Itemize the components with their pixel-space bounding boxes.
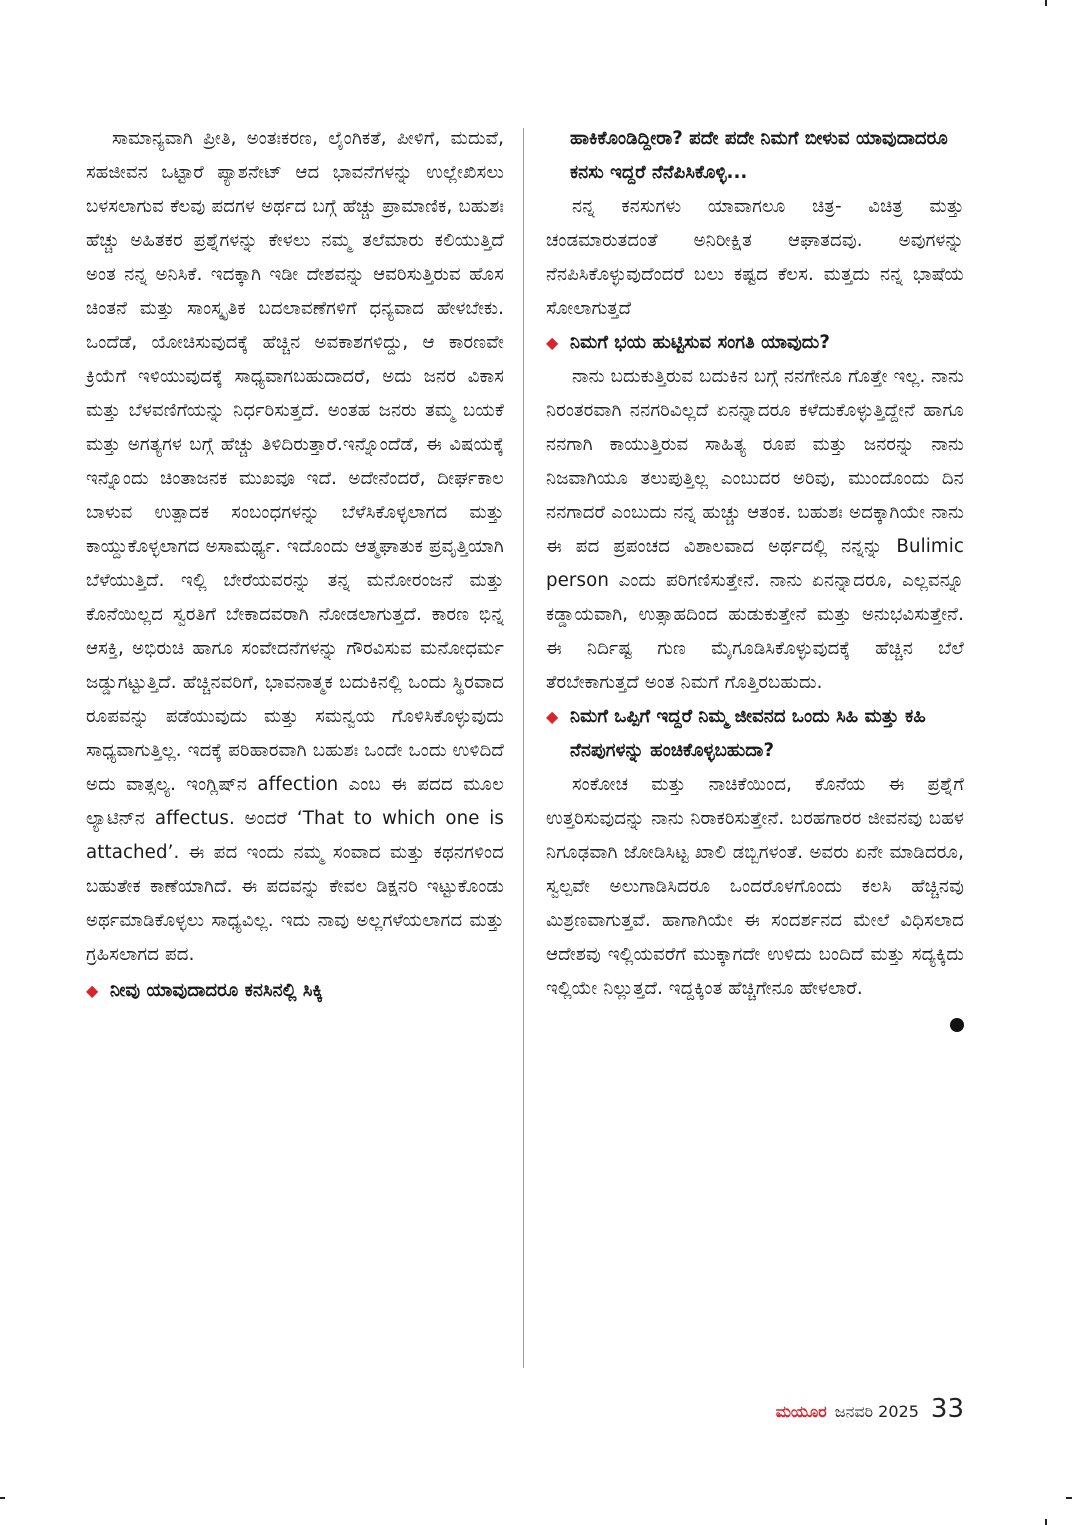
question-heading: ◆ ನಿಮಗೆ ಒಪ್ಪಿಗೆ ಇದ್ದರೆ ನಿಮ್ಮ ಜೀವನದ ಒಂದು ಸಿಹಿ ಮತ್ತು ಕಹಿ ನೆನಪುಗಳನ್ನು ಹಂಚಿಕೊಳ್ಳಬಹುದಾ? [546, 700, 964, 768]
answer-paragraph: ಸಂಕೋಚ ಮತ್ತು ನಾಚಿಕೆಯಿಂದ, ಕೊನೆಯ ಈ ಪ್ರಶ್ನೆಗೆ ಉತ್ತರಿಸುವುದನ್ನು ನಾನು ನಿರಾಕರಿಸುತ್ತೇನೆ. ಬರಹಗಾರರ ಜೀವನವು ಬಹಳ ನಿಗೂಢವಾಗಿ ಜೋಡಿಸಿಟ್ಟ ಖಾಲಿ ಡಬ್ಬಿಗಳಂತೆ. ಅವರು ಏನೇ ಮಾಡಿದರೂ, ಸ್ವಲ್ಪವೇ ಅಲುಗಾಡಿಸಿದರೂ ಒಂದರೊಳಗೊಂದು ಕಲಸಿ ಹೆಚ್ಚಿನವು ಮಿಶ್ರಣವಾಗುತ್ತವೆ. ಹಾಗಾಗಿಯೇ ಈ ಸಂದರ್ಶನದ ಮೇಲೆ ವಿಧಿಸಲಾದ ಆದೇಶವು ಇಲ್ಲಿಯವರೆಗೆ ಮುಕ್ಕಾಗದೇ ಉಳಿದು ಬಂದಿದೆ ಮತ್ತು ಸದ್ಯಕ್ಕಿದು ಇಲ್ಲಿಯೇ ನಿಲ್ಲುತ್ತದೆ. ಇದ್ದಕ್ಕಿಂತ ಹೆಚ್ಚಿಗೇನೂ ಹೇಳಲಾರೆ. [546, 774, 964, 999]
crop-mark-bottom-right [1066, 1497, 1072, 1499]
red-diamond-icon: ◆ [86, 981, 99, 1000]
red-diamond-icon: ◆ [546, 707, 559, 726]
question-heading: ◆ ನೀವು ಯಾವುದಾದರೂ ಕನಸಿನಲ್ಲಿ ಸಿಕ್ಕಿ [86, 974, 504, 1008]
crop-mark-bottom [1045, 1519, 1047, 1525]
crop-mark-left [0, 1497, 5, 1499]
question-heading: ◆ ನಿಮಗೆ ಭಯ ಹುಟ್ಟಿಸುವ ಸಂಗತಿ ಯಾವುದು? [546, 326, 964, 360]
column-divider [523, 128, 524, 1368]
answer-paragraph: ನಾನು ಬದುಕುತ್ತಿರುವ ಬದುಕಿನ ಬಗ್ಗೆ ನನಗೇನೂ ಗೊತ್ತೇ ಇಲ್ಲ. ನಾನು ನಿರಂತರವಾಗಿ ನನಗರಿವಿಲ್ಲದೆ ಏನನ್ನಾದರೂ ಕಳೆದುಕೊಳ್ಳುತ್ತಿದ್ದೇನೆ ಹಾಗೂ ನನಗಾಗಿ ಕಾಯುತ್ತಿರುವ ಸಾಹಿತ್ಯ ರೂಪ ಮತ್ತು ಜನರನ್ನು ನಾನು ನಿಜವಾಗಿಯೂ ತಲುಪುತ್ತಿಲ್ಲ ಎಂಬುದರ ಅರಿವು, ಮುಂದೊಂದು ದಿನ ನನಗಾದರೆ ಎಂಬುದು ನನ್ನ ಹುಚ್ಚು ಆತಂಕ. ಬಹುಶಃ ಅದಕ್ಕಾಗಿಯೇ ನಾನು ಈ ಪದ ಪ್ರಪಂಚದ ವಿಶಾಲವಾದ ಅರ್ಥದಲ್ಲಿ ನನ್ನನ್ನು Bulimic person ಎಂದು ಪರಿಗಣಿಸುತ್ತೇನೆ. ನಾನು ಏನನ್ನಾದರೂ, ಎಲ್ಲವನ್ನೂ ಕಡ್ಡಾಯವಾಗಿ, ಉತ್ಸಾಹದಿಂದ ಹುಡುಕುತ್ತೇನೆ ಮತ್ತು ಅನುಭವಿಸುತ್ತೇನೆ. ಈ ನಿರ್ದಿಷ್ಟ ಗುಣ ಮೈಗೂಡಿಸಿಕೊಳ್ಳುವುದಕ್ಕೆ ಹೆಚ್ಚಿನ ಬೆಲೆ ತೆರಬೇಕಾಗುತ್ತದೆ ಅಂತ ನಿಮಗೆ ಗೊತ್ತಿರಬಹುದು. [546, 366, 964, 693]
answer-paragraph: ನನ್ನ ಕನಸುಗಳು ಯಾವಾಗಲೂ ಚಿತ್ರ- ವಿಚಿತ್ರ ಮತ್ತು ಚಂಡಮಾರುತದಂತೆ ಅನಿರೀಕ್ಷಿತ ಆಘಾತದವು. ಅವುಗಳನ್ನು ನೆನಪಿಸಿಕೊಳ್ಳುವುದೆಂದರೆ ಬಲು ಕಷ್ಟದ ಕೆಲಸ. ಮತ್ತದು ನನ್ನ ಭಾಷೆಯ ಸೋಲಾಗುತ್ತದೆ [546, 196, 964, 319]
body-paragraph: ಸಾಮಾನ್ಯವಾಗಿ ಪ್ರೀತಿ, ಅಂತಃಕರಣ, ಲೈಂಗಿಕತೆ, ಪೀಳಿಗೆ, ಮದುವೆ, ಸಹಜೀವನ ಒಟ್ಟಾರೆ ಪ್ಯಾಶನೇಟ್ ಆದ ಭಾವನೆಗಳನ್ನು ಉಲ್ಲೇಖಿಸಲು ಬಳಸಲಾಗುವ ಕೆಲವು ಪದಗಳ ಅರ್ಥದ ಬಗ್ಗೆ ಹೆಚ್ಚು ಪ್ರಾಮಾಣಿಕ, ಬಹುಶಃ ಹೆಚ್ಚು ಅಹಿತಕರ ಪ್ರಶ್ನೆಗಳನ್ನು ಕೇಳಲು ನಮ್ಮ ತಲೆಮಾರು ಕಲಿಯುತ್ತಿದೆ ಅಂತ ನನ್ನ ಅನಿಸಿಕೆ. ಇದಕ್ಕಾಗಿ ಇಡೀ ದೇಶವನ್ನು ಆವರಿಸುತ್ತಿರುವ ಹೊಸ ಚಿಂತನೆ ಮತ್ತು ಸಾಂಸ್ಕೃತಿಕ ಬದಲಾವಣೆಗಳಿಗೆ ಧನ್ಯವಾದ ಹೇಳಬೇಕು. ಒಂದೆಡೆ, ಯೋಚಿಸುವುದಕ್ಕೆ ಹೆಚ್ಚಿನ ಅವಕಾಶಗಳಿದ್ದು, ಆ ಕಾರಣವೇ ಕ್ರಿಯೆಗೆ ಇಳಿಯುವುದಕ್ಕೆ ಸಾಧ್ಯವಾಗಬಹುದಾದರೆ, ಅದು ಜನರ ವಿಕಾಸ ಮತ್ತು ಬೆಳವಣಿಗೆಯನ್ನು ನಿರ್ಧರಿಸುತ್ತದೆ. ಅಂತಹ ಜನರು ತಮ್ಮ ಬಯಕೆ ಮತ್ತು ಅಗತ್ಯಗಳ ಬಗ್ಗೆ ಹೆಚ್ಚು ತಿಳಿದಿರುತ್ತಾರೆ.ಇನ್ನೊಂದೆಡೆ, ಈ ವಿಷಯಕ್ಕೆ ಇನ್ನೊಂದು ಚಿಂತಾಜನಕ ಮುಖವೂ ಇದೆ. ಅದೇನೆಂದರೆ, ದೀರ್ಘಕಾಲ ಬಾಳುವ ಉತ್ಪಾದಕ ಸಂಬಂಧಗಳನ್ನು ಬೆಳೆಸಿಕೊಳ್ಳಲಾಗದ ಮತ್ತು ಕಾಯ್ದುಕೊಳ್ಳಲಾಗದ ಅಸಾಮರ್ಥ್ಯ. ಇದೊಂದು ಆತ್ಮಘಾತುಕ ಪ್ರವೃತ್ತಿಯಾಗಿ ಬೆಳೆಯುತ್ತಿದೆ. ಇಲ್ಲಿ ಬೇರೆಯವರನ್ನು ತನ್ನ ಮನೋರಂಜನೆ ಮತ್ತು ಕೊನೆಯಿಲ್ಲದ ಸ್ವರತಿಗೆ ಬೇಕಾದವರಾಗಿ ನೋಡಲಾಗುತ್ತದೆ. ಕಾರಣ ಭಿನ್ನ ಆಸಕ್ತಿ, ಅಭಿರುಚಿ ಹಾಗೂ ಸಂವೇದನೆಗಳನ್ನು ಗೌರವಿಸುವ ಮನೋಧರ್ಮ ಜಡ್ಡುಗಟ್ಟುತ್ತಿದೆ. ಹೆಚ್ಚಿನವರಿಗೆ, ಭಾವನಾತ್ಮಕ ಬದುಕಿನಲ್ಲಿ ಒಂದು ಸ್ಥಿರವಾದ ರೂಪವನ್ನು ಪಡೆಯುವುದು ಮತ್ತು ಸಮನ್ವಯ ಗೊಳಿಸಿಕೊಳ್ಳುವುದು ಸಾಧ್ಯವಾಗುತ್ತಿಲ್ಲ. ಇದಕ್ಕೆ ಪರಿಹಾರವಾಗಿ ಬಹುಶಃ ಒಂದೇ ಒಂದು ಉಳಿದಿದೆ ಅದು ವಾತ್ಸಲ್ಯ. ಇಂಗ್ಲಿಷ್‌ನ affection ಎಂಬ ಈ ಪದದ ಮೂಲ ಲ್ಯಾಟಿನ್‌ನ affectus. ಅಂದರೆ ‘That to which one is attached’. ಈ ಪದ ಇಂದು ನಮ್ಮ ಸಂವಾದ ಮತ್ತು ಕಥನಗಳಿಂದ ಬಹುತೇಕ ಕಾಣೆಯಾಗಿದೆ. ಈ ಪದವನ್ನು ಕೇವಲ ಡಿಕ್ಷನರಿ ಇಟ್ಟುಕೊಂಡು ಅರ್ಥಮಾಡಿಕೊಳ್ಳಲು ಸಾಧ್ಯವಿಲ್ಲ. ಇದು ನಾವು ಅಲ್ಲಗಳೆಯಲಾಗದ ಮತ್ತು ಗ್ರಹಿಸಲಾಗದ ಪದ. [86, 128, 504, 965]
article-page [86, 122, 964, 1392]
issue-date: ಜನವರಿ 2025 [834, 1402, 919, 1421]
page-footer [776, 1394, 964, 1424]
left-column [86, 122, 504, 1008]
crop-mark-top [1045, 0, 1047, 6]
red-diamond-icon: ◆ [546, 333, 559, 352]
end-mark-dot [950, 1018, 964, 1032]
page-number: 33 [930, 1394, 964, 1424]
magazine-logo: ಮಯೂರ [775, 1402, 827, 1421]
question-heading-continued: ಹಾಕಿಕೊಂಡಿದ್ದೀರಾ? ಪದೇ ಪದೇ ನಿಮಗೆ ಬೀಳುವ ಯಾವುದಾದರೂ ಕನಸು ಇದ್ದರೆ ನೆನೆಪಿಸಿಕೊಳ್ಳಿ... [570, 128, 948, 183]
right-column [546, 122, 964, 1032]
